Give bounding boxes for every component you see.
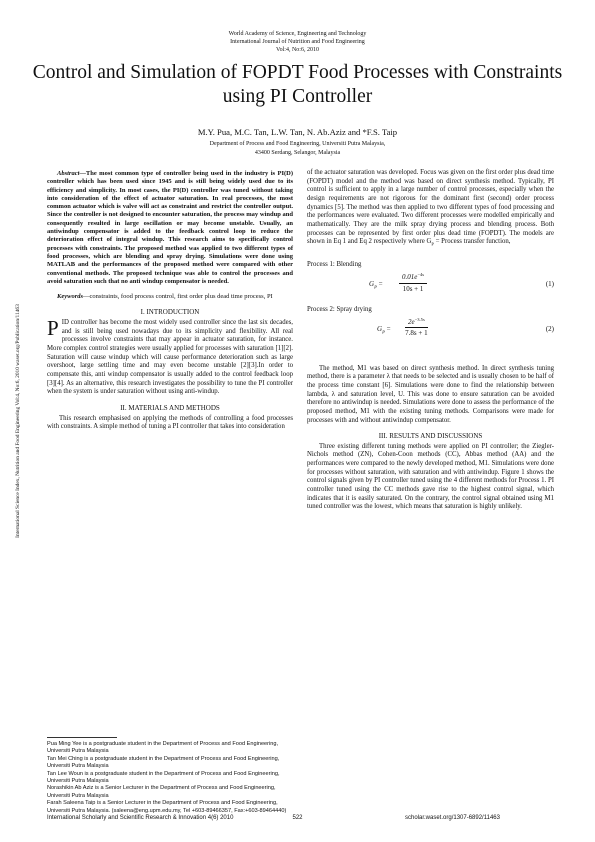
journal-header-line1: World Academy of Science, Engineering and Technology bbox=[228, 31, 367, 37]
side-index-text: International Science Index, Nutrition and Food Engineering Vol:4, No:6, 2010 waset.org/Publication/11463 bbox=[15, 304, 21, 538]
right-p1-sub: P bbox=[431, 241, 434, 247]
keywords-text: —constraints, food process control, first order plus dead time process, PI bbox=[83, 293, 273, 301]
journal-header-volume: Vol:4, No:6, 2010 bbox=[276, 47, 319, 53]
footer-page-number: 522 bbox=[292, 815, 303, 821]
footnote-divider bbox=[47, 737, 117, 738]
keywords bbox=[47, 293, 293, 301]
affiliation-line2: 43400 Serdang, Selangor, Malaysia bbox=[254, 149, 341, 156]
footer-left: International Scholarly and Scientific Research & Innovation 4(6) 2010 bbox=[47, 815, 234, 821]
affiliation-line1: Department of Process and Food Engineering, Universiti Putra Malaysia, bbox=[209, 141, 386, 147]
paper-title: Control and Simulation of FOPDT Food Processes with Constraints using PI Controller bbox=[32, 62, 563, 107]
eq2-number: (2) bbox=[545, 324, 554, 333]
footnote-4: Norashikin Ab Aziz is a Senior Lecturer in the Department of Process and Food Engineering, Universiti Putra Malaysia bbox=[47, 785, 276, 799]
footnote-1: Pua Ming Yee is a postgraduate student in the Department of Process and Food Engineering, Universiti Putra Malaysia bbox=[47, 741, 279, 755]
author-list: M.Y. Pua, M.C. Tan, L.W. Tan, N. Ab.Aziz and *F.S. Taip bbox=[197, 127, 398, 137]
eq1-fraction: $\frac{0.01e^{-4s}}{10s + 1}$ bbox=[399, 271, 427, 293]
footnote-2: Tan Mei Ching is a postgraduate student in the Department of Process and Food Engineering, Universiti Putra Malaysia bbox=[47, 755, 280, 770]
abstract-label: Abstract bbox=[57, 170, 80, 177]
keywords-label: Keywords bbox=[57, 293, 83, 301]
results-heading: III. RESULTS AND DISCUSSIONS bbox=[378, 432, 483, 441]
intro-heading: I. INTRODUCTION bbox=[140, 308, 200, 317]
methods-heading: II. MATERIALS AND METHODS bbox=[120, 404, 220, 413]
abstract bbox=[47, 170, 293, 286]
right-paragraph-1 bbox=[307, 169, 554, 249]
intro-dropcap: P bbox=[47, 316, 59, 341]
intro-paragraph bbox=[47, 316, 293, 397]
footer-url[interactable]: scholar.waset.org/1307-6892/11463 bbox=[405, 815, 500, 821]
results-text: Three existing different tuning methods were applied on PI controller; the Ziegler- Nichols method (ZN), Cohen-Coon methods (CC), Abbas method (AA) and the performances were compared to the newly developed method, M1. Simulations were done for processes without saturation, with saturation and with antiwindup. Figure 1 shows the control signals given by PI controller tuned using the 4 different methods for Process 1. PI controller tuned using the CC methods gave rise to the highest control signal, which indicates that it is easily saturated. On the contrary, the control signal obtained using M1 tuned controller was the lowest, which means that saturation is highly unlikely. bbox=[307, 442, 554, 511]
journal-header-line2: International Journal of Nutrition and Food Engineering bbox=[230, 39, 365, 45]
right-column bbox=[307, 169, 554, 512]
eq1-number: (1) bbox=[545, 279, 554, 288]
footnote-3: Tan Lee Woun is a postgraduate student in the Department of Process and Food Engineering, Universiti Putra Malaysia bbox=[47, 770, 280, 785]
right-p1-text: of the actuator saturation was developed. Focus was given on the first order plus dead time (FOPDT) model and the method was based on direct synthesis method. Typically, PI control is sufficient to apply in a large number of control processes, especially when the design requirements are not rigorous for the dominant first (second) order process dynamics [5]. The method was then applied to two different types of food processing and the performances were evaluated. Two different processes were modelled empirically and mathematically. They are the milk spray drying process and blending process. Both processes can be represented by first order plus dead time (FOPDT). The models are shown in Eq 1 and Eq 2 respectively where G bbox=[307, 169, 554, 246]
process1-label: Process 1: Blending bbox=[307, 261, 362, 269]
process2-label: Process 2: Spray drying bbox=[307, 305, 372, 313]
right-paragraph-2: The method, M1 was based on direct synthesis method. In direct synthesis tuning method, there is a parameter λ that needs to be selected and is usually chosen to be half of the process time constant [6]. Simulations were done to find the relationship between lambda, λ and saturation level, U. This was done to ensure saturation can be avoided therefore no antiwindup is needed. Simulations were done to assess the performance of the proposed method, M1 with the existing tuning methods. Comparisons were made for processes with and without antiwindup compensator. bbox=[307, 364, 554, 424]
equation-1 bbox=[307, 270, 554, 300]
left-column bbox=[47, 170, 293, 432]
eq1-lhs: $G_P$ = bbox=[369, 279, 383, 290]
footnotes bbox=[47, 741, 297, 815]
abstract-text: —The most common type of controller being used in the industry is PI(D) controller which has been used since 1945 and is still being widely used due to its efficiency and simplicity. In most cases, the PI(D) controller was tuned without taking into consideration of the effect of actuator saturation. In real processes, the most common actuator which is valve will act as constraint and restrict the controller output. Since the controller is not designed to encounter saturation, the process may windup and consequently resulted in large oscillation or may become unstable. Usually, an antiwindup compensator is added to the feedback control loop to reduce the deterioration effect of integral windup. This research aims to specifically control processes with constraints. The proposed method was applied to two different types of food processes, which are blending and spray drying. Simulations were done using MATLAB and the performances of the proposed method were compared with other conventional methods. The proposed technique was able to control the processes and avoid saturation such that no anti windup compensator is needed. bbox=[47, 170, 293, 285]
methods-text: This research emphasised on applying the methods of controlling a food processes with constraints. A simple method of tuning a PI controller that takes into consideration bbox=[47, 414, 293, 431]
eq2-fraction: $\frac{2e^{-3.5s}}{7.8s + 1}$ bbox=[405, 316, 428, 338]
intro-text: ID controller has become the most widely used controller since the last six decades, and is still being used nowadays due to its simplicity and flexibility. All real processes involve constraints that may appear in actuator saturation, for instance. More complex control strategies were usually applied for processes with saturation [1][2]. Saturation will cause windup which will cause performance deterioration such as large overshoot, large settling time and may even become unstable [2][3].In order to compensate this, anti windup compensator is usually added to the control feedback loop [3][4]. As an alternative, this research investigates the possibility to tune the PI controller when the system is under saturation without using anti-windup. bbox=[47, 319, 293, 396]
footnote-5: Farah Saleena Taip is a Senior Lecturer in the Department of Process and Food Engineering, Universiti Putra Malaysia. (saleena@eng.upm.edu.my, Tel +603-89466357, Fax:+603-89464440) bbox=[47, 800, 287, 814]
right-p1-end: = Process transfer function, bbox=[433, 238, 511, 246]
affiliation bbox=[0, 140, 595, 157]
equation-2 bbox=[307, 315, 554, 345]
eq2-lhs: $G_P$ = bbox=[377, 324, 391, 334]
